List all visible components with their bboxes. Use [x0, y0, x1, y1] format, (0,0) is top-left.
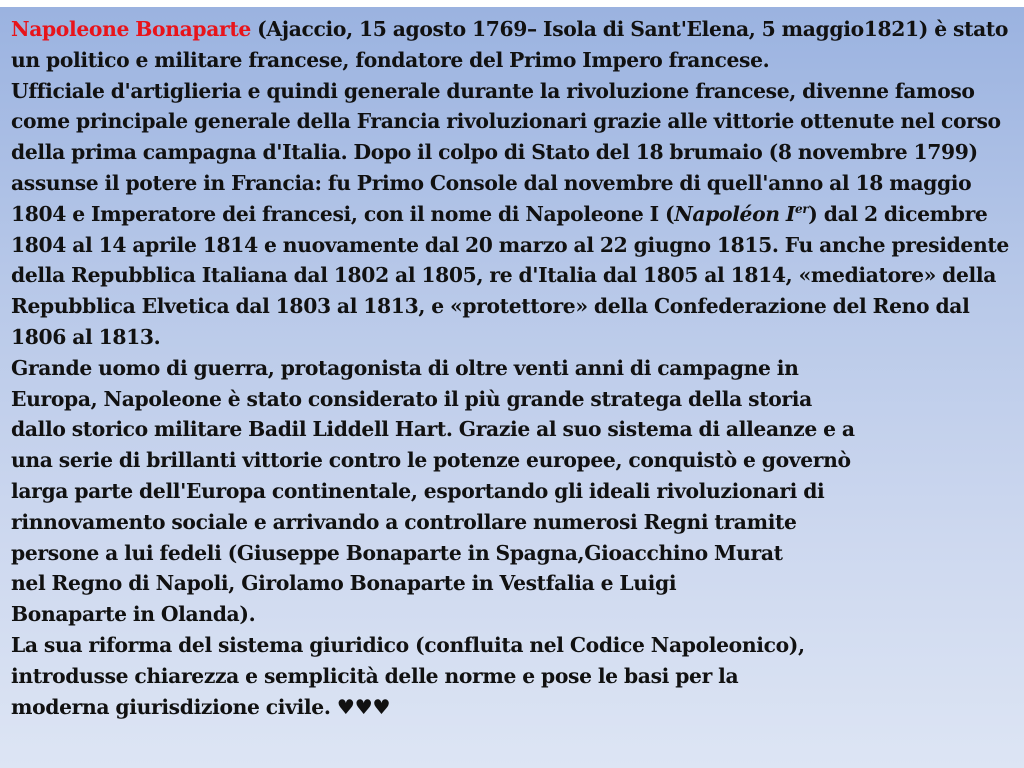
legacy-line: Grande uomo di guerra, protagonista di oltre venti anni di campagne in: [11, 355, 799, 380]
legacy-line: persone a lui fedeli (Giuseppe Bonaparte in Spagna,Gioacchino Murat: [11, 540, 783, 565]
legacy-line: Europa, Napoleone è stato considerato il più grande stratega della storia: [11, 386, 812, 411]
legacy-line: rinnovamento sociale e arrivando a controllare numerosi Regni tramite: [11, 509, 797, 534]
paragraph-reform: [11, 630, 1016, 722]
french-name-superscript: er: [795, 202, 809, 217]
legacy-line: Bonaparte in Olanda).: [11, 602, 256, 627]
reform-line: La sua riforma del sistema giuridico (confluita nel Codice Napoleonico),: [11, 632, 805, 657]
paragraph-intro: [11, 14, 1016, 76]
intro-text: (Ajaccio, 15 agosto 1769– Isola di Sant'Elena, 5 maggio1821) è stato un politico e militare francese, fondatore del Primo Impero francese.: [11, 17, 1009, 72]
subject-name: Napoleone Bonaparte: [11, 17, 251, 41]
text-block: [11, 14, 1016, 722]
legacy-line: larga parte dell'Europa continentale, esportando gli ideali rivoluzionari di: [11, 478, 825, 503]
paragraph-career: [11, 76, 1016, 353]
french-name: [674, 202, 808, 226]
reform-line: moderna giurisdizione civile. ♥♥♥: [11, 694, 391, 719]
reform-line: introdusse chiarezza e semplicità delle norme e pose le basi per la: [11, 663, 739, 688]
legacy-line: nel Regno di Napoli, Girolamo Bonaparte in Vestfalia e Luigi: [11, 571, 677, 596]
career-text-end: ) dal 2 dicembre 1804 al 14 aprile 1814 e nuovamente dal 20 marzo al 22 giugno 1815. Fu anche presidente della Repubblica Italiana dal 1802 al 1805, re d'Italia dal 1805 al 1814, «mediatore» della Repubblica Elvetica dal 1803 al 1813, e «protettore» della Confederazione del Reno dal 1806 al 1813.: [11, 201, 1009, 349]
top-strip: [0, 0, 1024, 7]
french-name-text: Napoléon I: [674, 201, 796, 226]
legacy-line: dallo storico militare Badil Liddell Hart. Grazie al suo sistema di alleanze e a: [11, 417, 855, 442]
paragraph-legacy: [11, 353, 1016, 630]
career-text-start: Ufficiale d'artiglieria e quindi generale durante la rivoluzione francese, divenne famoso come principale generale della Francia rivoluzionari grazie alle vittorie ottenute nel corso della prima campagna d'Italia. Dopo il colpo di Stato del 18 brumaio (8 novembre 1799) assunse il potere in Francia: fu Primo Console dal novembre di quell'anno al 18 maggio 1804 e Imperatore dei francesi, con il nome di Napoleone I (: [11, 78, 1001, 226]
legacy-line: una serie di brillanti vittorie contro le potenze europee, conquistò e governò: [11, 448, 851, 473]
